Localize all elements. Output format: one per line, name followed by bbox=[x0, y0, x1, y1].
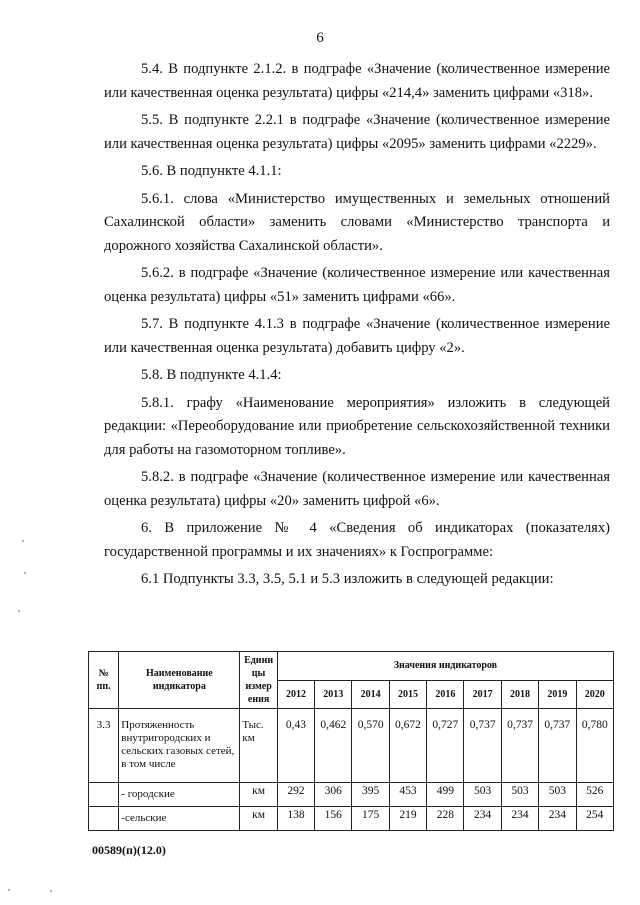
table-header-row bbox=[89, 652, 614, 681]
year-header: 2014 bbox=[352, 680, 389, 709]
row-value: 292 bbox=[277, 783, 314, 807]
paragraph-5-8-2: 5.8.2. в подграфе «Значение (количественное измерение или качественная оценка результата) цифры «20» заменить цифрой «6». bbox=[104, 469, 610, 509]
year-header: 2018 bbox=[501, 680, 538, 709]
paragraph-5-4: 5.4. В подпункте 2.1.2. в подграфе «Значение (количественное измерение или качественная оценка результата) цифры «214,4» заменить цифрами «318». bbox=[104, 61, 610, 101]
row-value: 228 bbox=[427, 807, 464, 831]
paragraph-5-6: 5.6. В подпункте 4.1.1: bbox=[141, 163, 282, 179]
page-number: 6 bbox=[316, 30, 324, 46]
row-value: 219 bbox=[389, 807, 426, 831]
row-name: - городские bbox=[119, 783, 240, 807]
header-unit: Едини цы измер ения bbox=[240, 652, 277, 709]
indicators-table bbox=[88, 651, 614, 831]
row-value: 503 bbox=[464, 783, 501, 807]
scan-speck bbox=[18, 610, 20, 612]
row-value: 234 bbox=[464, 807, 501, 831]
row-unit: Тыс. км bbox=[240, 709, 277, 783]
row-value: 503 bbox=[539, 783, 576, 807]
table-row bbox=[89, 709, 614, 783]
row-num bbox=[89, 807, 119, 831]
row-value: 234 bbox=[501, 807, 538, 831]
table-row bbox=[89, 807, 614, 831]
row-value: 503 bbox=[501, 783, 538, 807]
row-value: 453 bbox=[389, 783, 426, 807]
document-code: 00589(п)(12.0) bbox=[92, 843, 166, 857]
row-name: Протяженность внутригородских и сельских газовых сетей, в том числе bbox=[119, 709, 240, 783]
scan-speck bbox=[50, 890, 52, 892]
year-header: 2017 bbox=[464, 680, 501, 709]
row-value: 499 bbox=[427, 783, 464, 807]
paragraph-6: 6. В приложение № 4 «Сведения об индикаторах (показателях) государственной программы и их значениях» к Госпрограмме: bbox=[104, 520, 610, 560]
year-header: 2012 bbox=[277, 680, 314, 709]
paragraph-5-8: 5.8. В подпункте 4.1.4: bbox=[141, 367, 282, 383]
row-value: 0,462 bbox=[315, 709, 352, 783]
row-value: 0,570 bbox=[352, 709, 389, 783]
year-header: 2015 bbox=[389, 680, 426, 709]
row-value: 0,737 bbox=[539, 709, 576, 783]
paragraph-5-6-2: 5.6.2. в подграфе «Значение (количественное измерение или качественная оценка результата) цифры «51» заменить цифрами «66». bbox=[104, 265, 610, 305]
row-unit: км bbox=[240, 783, 277, 807]
scan-speck bbox=[8, 889, 10, 891]
row-value: 234 bbox=[539, 807, 576, 831]
row-name: -сельские bbox=[119, 807, 240, 831]
year-header: 2019 bbox=[539, 680, 576, 709]
row-unit: км bbox=[240, 807, 277, 831]
row-value: 0,727 bbox=[427, 709, 464, 783]
row-value: 0,737 bbox=[464, 709, 501, 783]
header-num: № пп. bbox=[89, 652, 119, 709]
year-header: 2016 bbox=[427, 680, 464, 709]
year-header: 2013 bbox=[315, 680, 352, 709]
paragraph-5-6-1: 5.6.1. слова «Министерство имущественных и земельных отношений Сахалинской области» заменить словами «Министерство транспорта и дорожного хозяйства Сахалинской области». bbox=[104, 190, 610, 254]
row-value: 306 bbox=[315, 783, 352, 807]
row-value: 254 bbox=[576, 807, 613, 831]
row-value: 395 bbox=[352, 783, 389, 807]
row-num: 3.3 bbox=[89, 709, 119, 783]
row-value: 526 bbox=[576, 783, 613, 807]
scan-speck bbox=[24, 572, 26, 574]
row-value: 0,780 bbox=[576, 709, 613, 783]
document-body bbox=[104, 58, 610, 592]
row-value: 0,43 bbox=[277, 709, 314, 783]
paragraph-5-5: 5.5. В подпункте 2.2.1 в подграфе «Значение (количественное измерение или качественная оценка результата) цифры «2095» заменить цифрами «2229». bbox=[104, 112, 610, 152]
header-values-group: Значения индикаторов bbox=[277, 652, 613, 681]
year-header: 2020 bbox=[576, 680, 613, 709]
row-value: 138 bbox=[277, 807, 314, 831]
row-num bbox=[89, 783, 119, 807]
row-value: 175 bbox=[352, 807, 389, 831]
row-value: 0,737 bbox=[501, 709, 538, 783]
row-value: 156 bbox=[315, 807, 352, 831]
paragraph-6-1: 6.1 Подпункты 3.3, 3.5, 5.1 и 5.3 изложить в следующей редакции: bbox=[141, 571, 554, 587]
scan-speck bbox=[22, 540, 24, 542]
header-name: Наименование индикатора bbox=[119, 652, 240, 709]
paragraph-5-8-1: 5.8.1. графу «Наименование мероприятия» изложить в следующей редакции: «Переоборудование или приобретение сельскохозяйственной техники для работы на газомоторном топливе». bbox=[104, 394, 610, 458]
table-row bbox=[89, 783, 614, 807]
paragraph-5-7: 5.7. В подпункте 4.1.3 в подграфе «Значение (количественное измерение или качественная оценка результата) добавить цифру «2». bbox=[104, 316, 610, 356]
row-value: 0,672 bbox=[389, 709, 426, 783]
